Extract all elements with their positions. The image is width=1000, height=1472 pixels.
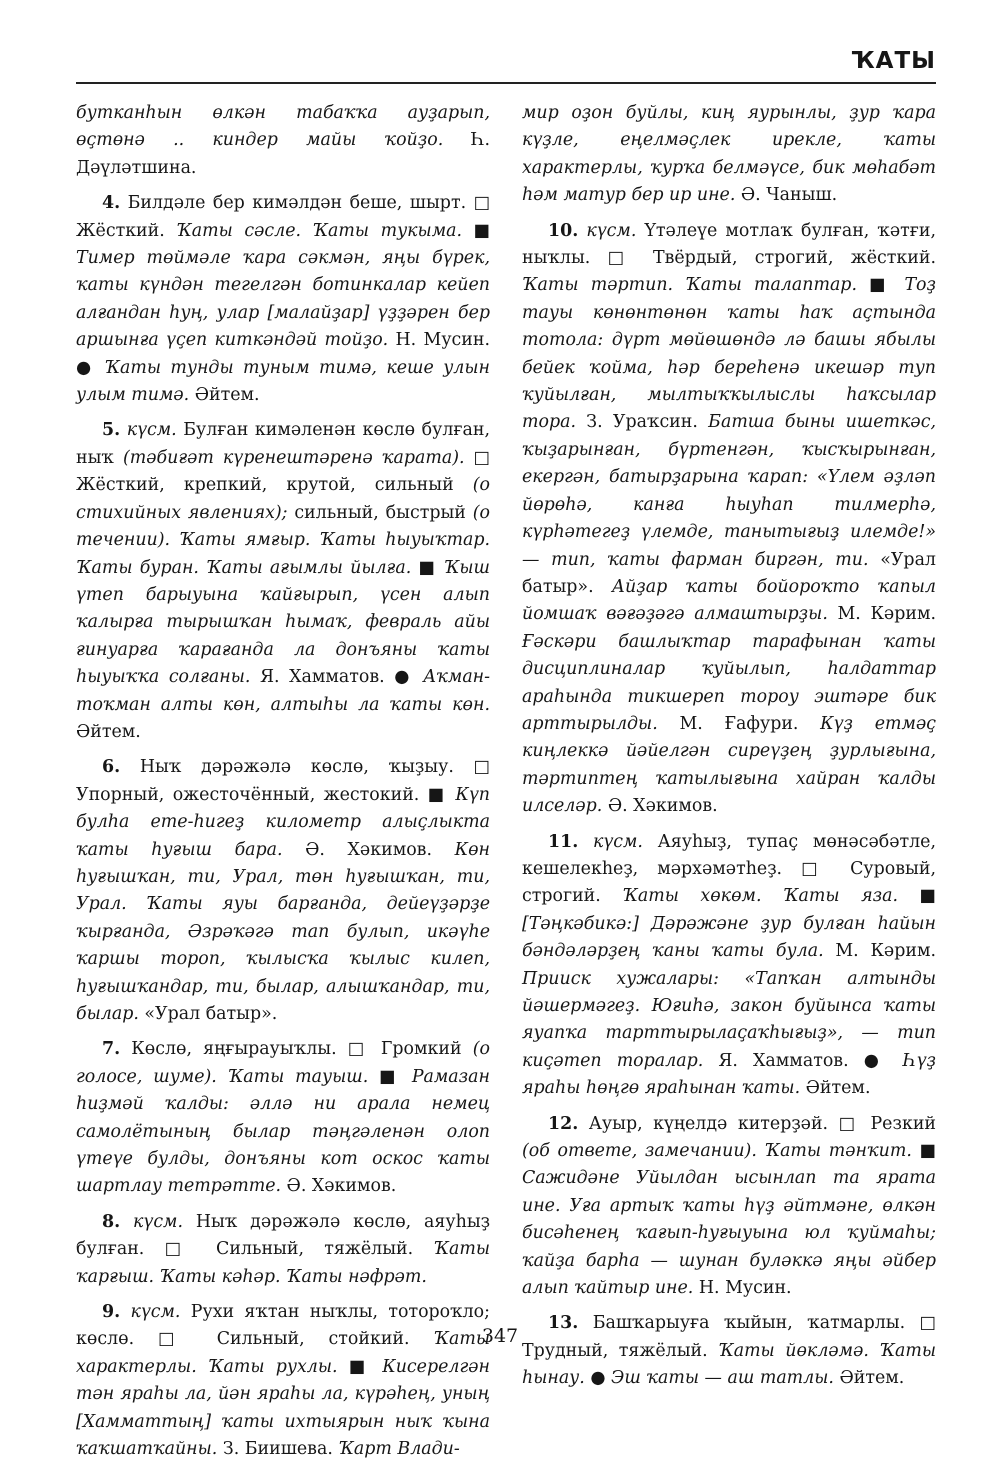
right-column [522,100,936,1401]
page-header [76,44,936,84]
running-head: ҠАТЫ [851,48,936,74]
sense-11: 11. күсм. Аяуһыҙ, тупаҫ мөнәсәбәтле, кешелекһеҙ, мәрхәмәтһеҙ. □ Суровый, строгий. Ҡаты хөкөм. Ҡаты яза. ■ [Тәңкәбикә:] Дәрәжәне ҙур булған һайын бәндәләрҙең ҡаны ҡаты була. М. Кәрим. Прииск хужалары: «Тапҡан алтынды йәшермәгеҙ. Юғиһә, закон буйынса ҡаты яуапҡа тарттырылаҫаҡһығыҙ», — тип киҫәтеп торалар. Я. Хамматов. ● Һүҙ яраһы һөңгө яраһынан ҡаты. Әйтем. [522,831,936,1099]
left-column [76,100,490,1472]
sense-9: 9. күсм. Рухи яҡтан ныҡлы, тотороҡло; көслө. □ Сильный, стойкий. Ҡаты характерлы. Ҡаты рухлы. ■ Кисерелгән тән яраһы ла, йән яраһы ла, күрәһең, уның [Хамматтың] ҡаты ихтыярын ныҡ ҡына ҡаҡшатҡайны. З. Биишева. Ҡарт Влади- [76,1302,490,1460]
entry-continuation: бутканһын өлкән табаҡҡа ауҙарып, өҫтөнә .. киндер майы ҡойҙо. Һ. Дәүләтшина. [76,103,490,178]
sense-4: 4. Билдәле бер кимәлдән беше, шырт. □ Жёсткий. Ҡаты сәсле. Ҡаты тукыма. ■ Тимер төймәле ҡара сәкмән, яңы бүрек, ҡаты күндән тегелгән ботинкалар кейеп алғандан һуң, улар [малайҙар] үҙҙәрен бер аршынға үҫеп киткәндәй тойҙо. Н. Мусин. ● Ҡаты тунды туным тимә, кеше улын улым тимә. Әйтем. [76,193,490,406]
sense-13: 13. Башҡарыуға ҡыйын, ҡатмарлы. □ Трудный, тяжёлый. Ҡаты йөкләмә. Ҡаты һынау. ● Эш ҡаты — аш татлы. Әйтем. [522,1313,936,1389]
sense-12: 12. Ауыр, күңелдә китерҙәй. □ Резкий (об ответе, замечании). Ҡаты тәнҡит. ■ Сажидәне Уйылдан ысынлап та ярата ине. Уға артыҡ ҡаты һүҙ әйтмәне, өлкән бисәһенең ҡағып-һуғыуына юл ҡуймаһы; ҡайҙа барһа — шунан буләккә яңы әйбер алып ҡайтыр ине. Н. Мусин. [522,1113,936,1299]
sense-7: 7. Көслө, яңғырауыҡлы. □ Громкий (о голосе, шуме). Ҡаты тауыш. ■ Рамазан һиҙмәй ҡалды: әллә ни арала немец самолётының былар тәңгәленән олоп үтеүе булды, донъяны кот оскос ҡаты шартлау тетрәтте. Ә. Хәкимов. [76,1039,490,1197]
sense-6: 6. Ныҡ дәрәжәлә көслө, ҡыҙыу. □ Упорный, ожесточённый, жестокий. ■ Күп булһа ете-һигеҙ километр алыҫлыкта ҡаты һуғыш бара. Ә. Хәкимов. Көн һуғышҡан, ти, Урал, төн һуғышҡан, ти, Урал. Ҡаты яуы барғанда, дейеүҙәрҙе ҡырғанда, Әзрәҡәгә тап булып, икәүһе ҡаршы тороп, ҡылысҡа ҡылыс килеп, һуғышҡандар, ти, былар, алышҡандар, ти, былар. «Урал батыр». [76,757,490,1024]
page-number: 347 [481,1325,519,1347]
sense-10: 10. күсм. Үтәлеүе мотлаҡ булған, ҡәтғи, ныҡлы. □ Твёрдый, строгий, жёсткий. Ҡаты тәртип. Ҡаты талаптар. ■ Тоҙ тауы көнөнтөнөн ҡаты һаҡ аҫтында тотола: дүрт мөйөшөндә лә башы ябылы бейек ҡойма, һәр береһенә икешәр туп ҡуйылған, мылтыҡҡылыслы һаҡсылар тора. З. Ураҡсин. Батша быны ишеткәс, ҡыҙарынған, бүртенгән, ҡысҡырынған, екергән, батырҙарына ҡарап: «Үлем әҙләп йөрөһә, канға һыуһап тилмерһә, күрһәтегеҙ үлемде, танытығыҙ илемде!» — тип, ҡаты фарман биргән, ти. «Урал батыр». Айҙар ҡаты бойороҡто ҡапыл йомшаҡ вәғәҙәгә алмаштырҙы. М. Кәрим. Ғәскәри башлыҡтар тарафынан ҡаты дисциплиналар ҡуйылып, һалдаттар араһында тикшереп тороу эштәре бик арттырылды. М. Ғафури. Күҙ етмәҫ киңлеккә йәйелгән сиреүҙең ҙурлығына, тәртиптең ҡатылығына хайран ҡалды илселәр. Ә. Хәкимов. [522,220,936,817]
sense-9-continuation: мир оҙон буйлы, киң яурынлы, ҙур ҡара күҙле, еңелмәҫлек ирекле, ҡаты характерлы, ҡурҡа белмәүсе, бик мөһабәт һәм матур бер ир ине. Ә. Чаныш. [522,103,936,206]
sense-8: 8. күсм. Ныҡ дәрәжәлә көслө, аяуһыҙ булған. □ Сильный, тяжёлый. Ҡаты ҡарғыш. Ҡаты кәһәр. Ҡаты нәфрәт. [76,1211,490,1287]
sense-5: 5. күсм. Булған кимәленән көслө булған, ныҡ (тәбиғәт күренештәренә ҡарата). □ Жёсткий, крепкий, крутой, сильный (о стихийных явлениях); сильный, быстрый (о течении). Ҡаты ямғыр. Ҡаты һыуыҡтар. Ҡаты буран. Ҡаты ағымлы йылға. ■ Ҡыш үтеп барыуына ҡайғырып, үсен алып ҡалырға тырышҡан һымаҡ, февраль айы ғинуарға ҡарағанда ла донъяны ҡаты һыуыҡҡа солғаны. Я. Хамматов. ● Аҡман-тоҡман алты көн, алтыһы ла ҡаты көн. Әйтем. [76,420,491,742]
